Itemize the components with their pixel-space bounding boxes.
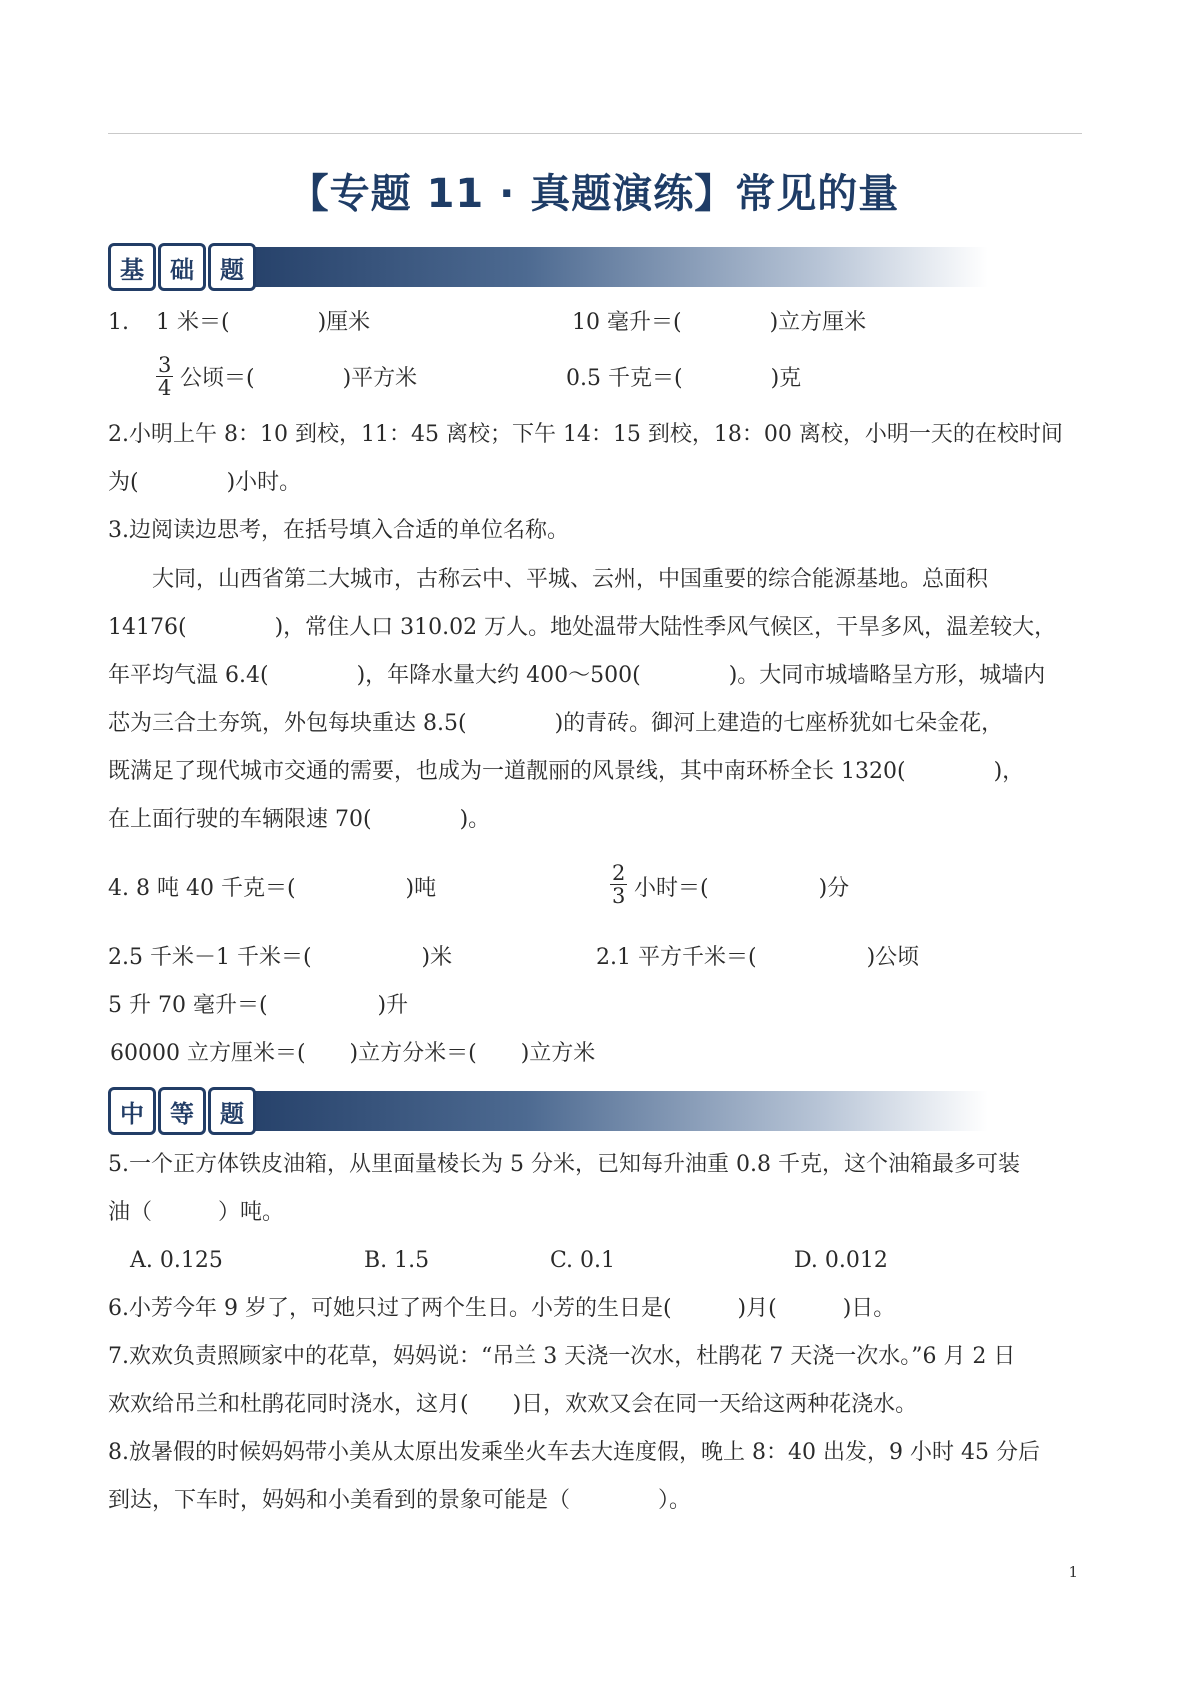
q8-line: 8.放暑假的时候妈妈带小美从太原出发乘坐火车去大连度假，晚上 8：40 出发，9 小时 45 分后 (108, 1440, 1040, 1465)
q4-item-b: 小时＝( )分 (634, 876, 850, 901)
q3-paragraph-line: 年平均气温 6.4( )，年降水量大约 400～500( )。大同市城墙略呈方形，城墙内 (108, 663, 1046, 688)
page-title: 【专题 11 · 真题演练】常见的量 (288, 171, 900, 217)
q4-item-e: 5 升 70 毫升＝( )升 (108, 993, 409, 1018)
q5-line: 5.一个正方体铁皮油箱，从里面量棱长为 5 分米，已知每升油重 0.8 千克，这个油箱最多可装 (108, 1152, 1020, 1177)
q1-item-a: 1 米＝( )厘米 (156, 310, 371, 335)
banner-char: 等 (158, 1087, 206, 1135)
q4-item-a: 4. 8 吨 40 千克＝( )吨 (108, 876, 437, 901)
q3-paragraph-line: 芯为三合土夯筑，外包每块重达 8.5( )的青砖。御河上建造的七座桥犹如七朵金花， (108, 711, 1004, 736)
q5-option-d: D. 0.012 (794, 1248, 888, 1273)
q5-line: 油（ ）吨。 (108, 1200, 285, 1225)
banner-char: 基 (108, 243, 156, 291)
q3-paragraph-line: 在上面行驶的车辆限速 70( )。 (108, 807, 491, 832)
q3-paragraph-line: 既满足了现代城市交通的需要，也成为一道靓丽的风景线，其中南环桥全长 1320( )， (108, 759, 1025, 784)
question-number: 1. (108, 310, 129, 335)
q1-item-c: 公顷＝( )平方米 (180, 366, 418, 391)
banner-char: 题 (208, 243, 256, 291)
q1-item-d: 0.5 千克＝( )克 (566, 366, 802, 391)
q5-option-c: C. 0.1 (550, 1248, 616, 1273)
q6-line: 6.小芳今年 9 岁了，可她只过了两个生日。小芳的生日是( )月( )日。 (108, 1296, 896, 1321)
q3-paragraph-line: 14176( )，常住人口 310.02 万人。地处温带大陆性季风气候区，干旱多风，温差较大， (108, 615, 1057, 640)
banner-char: 中 (108, 1087, 156, 1135)
fraction-numerator: 3 (158, 353, 172, 377)
banner-char: 础 (158, 243, 206, 291)
section-banner-basic (108, 243, 988, 293)
q1-item-b: 10 毫升＝( )立方厘米 (572, 310, 867, 335)
header-rule (108, 133, 1082, 134)
section-banner-medium (108, 1087, 988, 1137)
q3-paragraph-line: 大同，山西省第二大城市，古称云中、平城、云州，中国重要的综合能源基地。总面积 (152, 567, 989, 592)
banner-gradient-bar (218, 247, 988, 287)
q8-line: 到达，下车时，妈妈和小美看到的景象可能是（ ）。 (108, 1488, 692, 1513)
q2-line: 为( )小时。 (108, 470, 302, 495)
q5-option-a: A. 0.125 (130, 1248, 223, 1273)
q7-line: 欢欢给吊兰和杜鹃花同时浇水，这月( )日，欢欢又会在同一天给这两种花浇水。 (108, 1392, 918, 1417)
q2-line: 2.小明上午 8：10 到校，11：45 离校；下午 14：15 到校，18：00 离校，小明一天的在校时间 (108, 422, 1063, 447)
q5-option-b: B. 1.5 (364, 1248, 430, 1273)
q4-item-c: 2.5 千米－1 千米＝( )米 (108, 945, 453, 970)
q7-line: 7.欢欢负责照顾家中的花草，妈妈说：“吊兰 3 天浇一次水，杜鹃花 7 天浇一次水。”6 月 2 日 (108, 1344, 1016, 1369)
q4-item-f: 60000 立方厘米＝( )立方分米＝( )立方米 (110, 1041, 596, 1066)
fraction-numerator: 2 (612, 861, 626, 885)
page-number: 1 (1068, 1563, 1078, 1581)
banner-char: 题 (208, 1087, 256, 1135)
q4-item-d: 2.1 平方千米＝( )公顷 (596, 945, 920, 970)
q4-fraction (610, 862, 627, 907)
banner-gradient-bar (218, 1091, 988, 1131)
q1-fraction (156, 354, 173, 399)
fraction-denominator: 3 (612, 884, 626, 908)
q3-intro: 3.边阅读边思考，在括号填入合适的单位名称。 (108, 518, 569, 543)
fraction-denominator: 4 (158, 376, 172, 400)
